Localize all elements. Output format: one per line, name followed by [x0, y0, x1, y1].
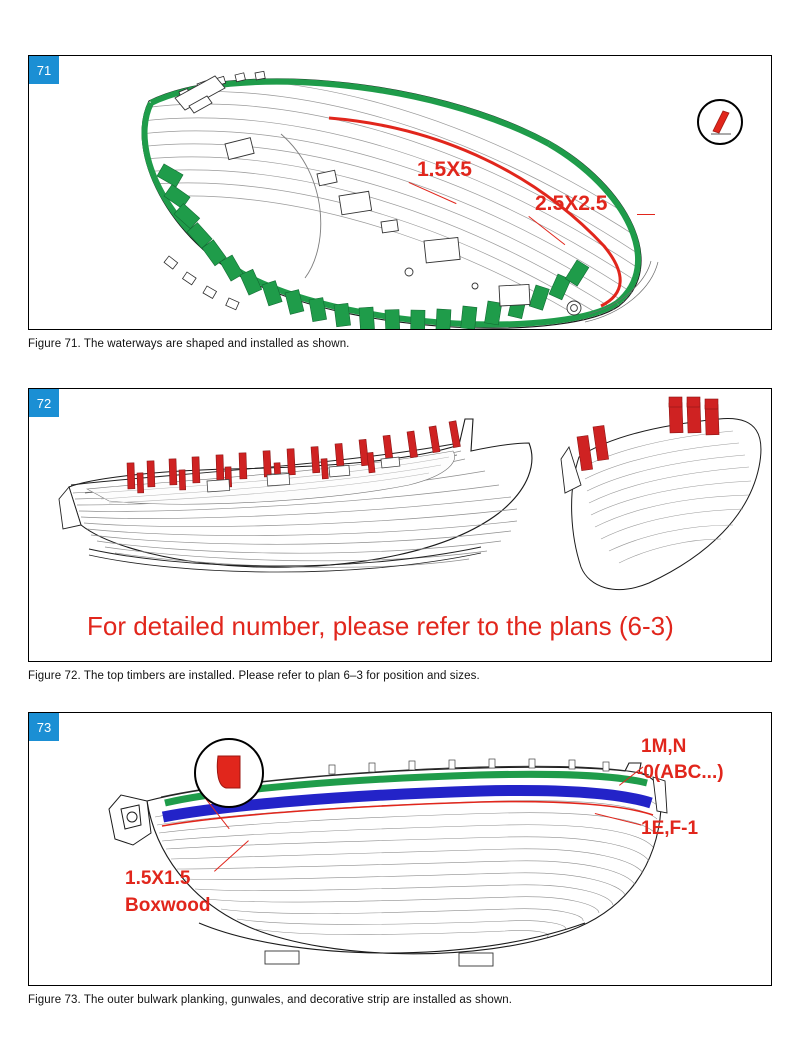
annotation-boxwood: Boxwood [125, 895, 211, 916]
annotation-plans-note: For detailed number, please refer to the plans (6-3) [87, 611, 674, 641]
figure-number-badge-71: 71 [29, 56, 60, 85]
figure-caption-72: Figure 72. The top timbers are installed. Please refer to plan 6–3 for position and sizes. [28, 670, 480, 682]
figure-block-71 [28, 55, 772, 350]
detail-bubble-71 [697, 99, 743, 145]
figure-frame-73 [28, 712, 772, 986]
figure-number-badge-73: 73 [29, 713, 60, 742]
figure-block-72 [28, 388, 772, 682]
ship-deck-drawing-71 [29, 56, 771, 329]
annotation-2-5x2-5: 2.5X2.5 [535, 192, 608, 215]
annotation-1mn: 1M,N [641, 736, 687, 757]
figure-caption-71: Figure 71. The waterways are shaped and installed as shown. [28, 338, 350, 350]
annotation-1-5x5: 1.5X5 [417, 158, 472, 181]
detail-bubble-73 [194, 738, 264, 808]
annotation-0abc: -0(ABC...) [637, 762, 724, 783]
annotation-1-5x1-5: 1.5X1.5 [125, 868, 191, 889]
figure-number-badge-72: 72 [29, 389, 60, 418]
figure-block-73 [28, 712, 772, 1006]
annotation-1ef1: 1E,F-1 [641, 818, 699, 839]
figure-caption-73: Figure 73. The outer bulwark planking, gunwales, and decorative strip are installed as shown. [28, 994, 513, 1006]
figure-frame-71 [28, 55, 772, 330]
leader-line-bubble-71 [637, 214, 655, 215]
figure-frame-72 [28, 388, 772, 662]
